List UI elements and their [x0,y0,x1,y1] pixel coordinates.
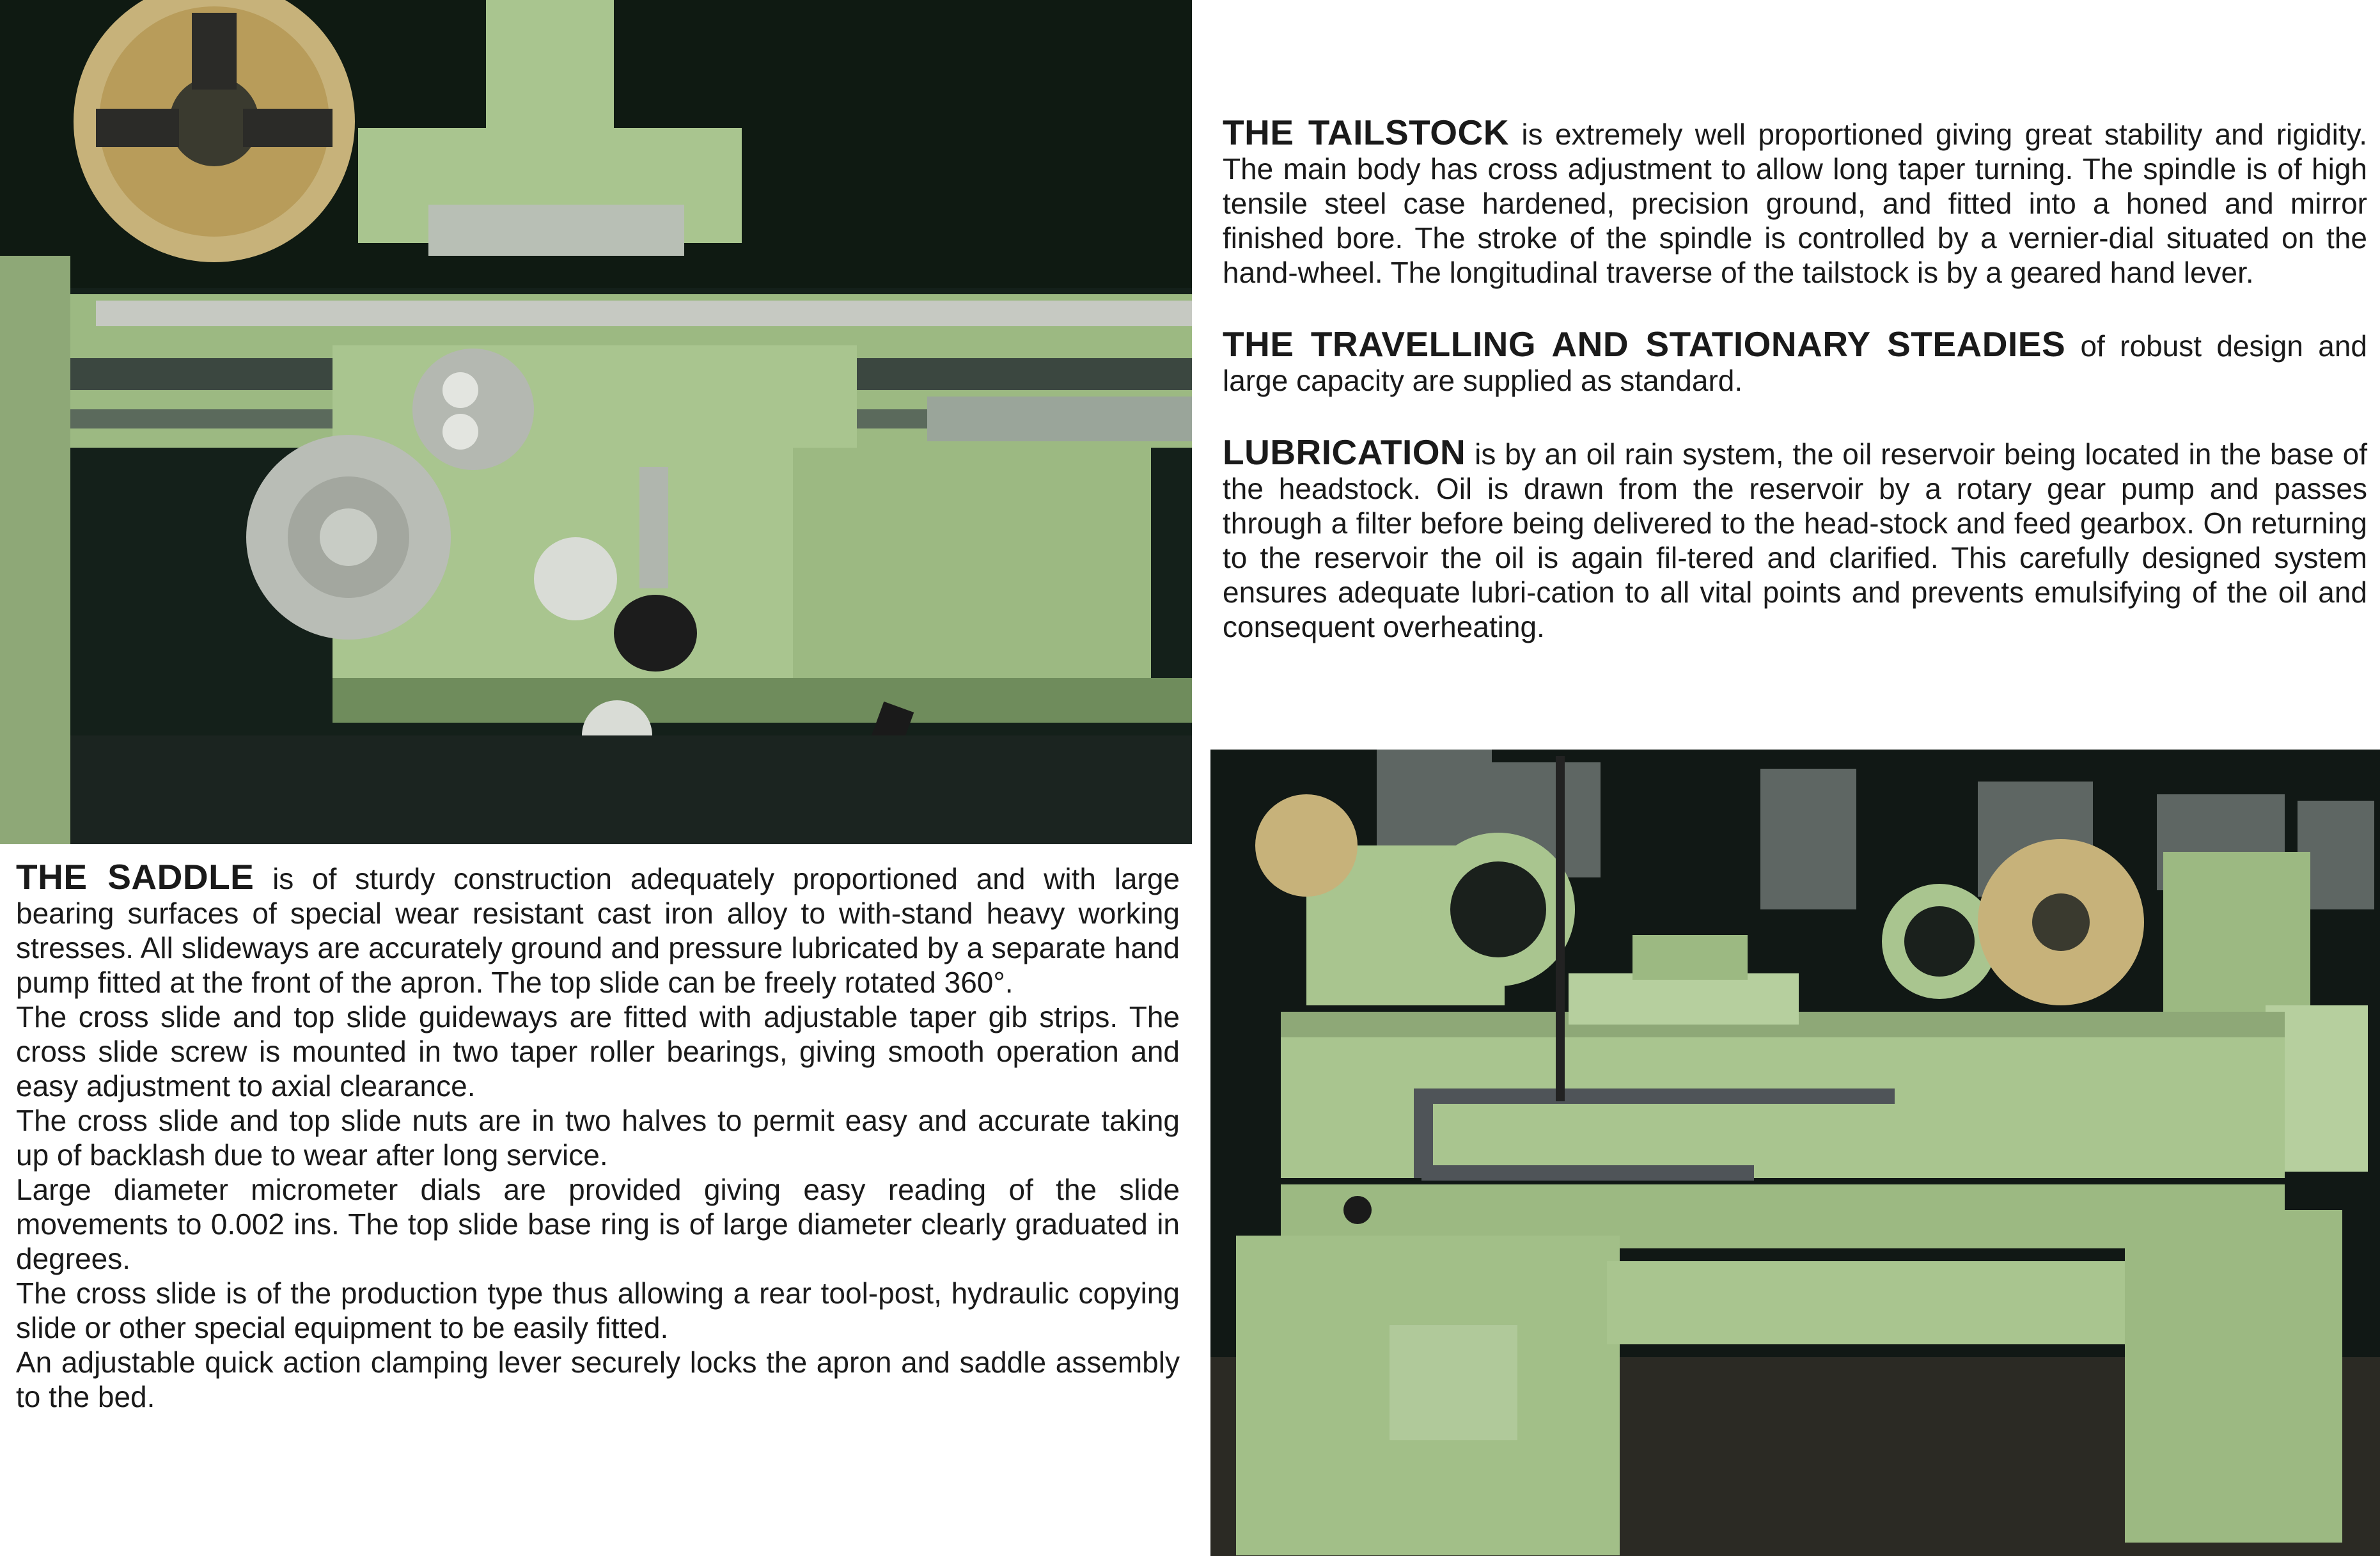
saddle-paragraph [16,857,1180,1000]
lubrication-body: is by an oil rain system, the oil reservoir being located in the base of the headstock. Oil is drawn from the reservoir by a rotary gear pump and passes through a filter before being delivered to the head-stock and feed gearbox. On returning to the reservoir the oil is again fil-tered and clarified. This carefully designed system ensures adequate lubri-cation to all vital points and prevents emulsifying of the oil and consequent overheating. [1223,437,2367,643]
saddle-paragraph-cross-slide: The cross slide is of the production type thus allowing a rear tool-post, hydraulic copying slide or other special equipment to be easily fitted. [16,1277,1180,1344]
saddle-paragraph-clamp: An adjustable quick action clamping lever securely locks the apron and saddle assembly to the bed. [16,1346,1180,1413]
saddle-photo [0,0,1192,844]
micrometer-dial-icon [412,349,534,470]
steadies-body: of robust design and large capacity are supplied as standard. [1223,329,2367,397]
saddle-paragraph-dials: Large diameter micrometer dials are provided giving easy reading of the slide movements to 0.002 ins. The top slide base ring is of large diameter clearly graduated in degrees. [16,1173,1180,1275]
lubrication-heading: LUBRICATION [1223,432,1466,472]
tailstock-heading: THE TAILSTOCK [1223,113,1509,152]
saddle-paragraph-gib: The cross slide and top slide guideways are fitted with adjustable taper gib strips. The cross slide screw is mounted in two taper roller bearings, giving smooth operation and easy adjustment to axial clearance. [16,1000,1180,1103]
saddle-body: is of sturdy construction adequately proportioned and with large bearing surfaces of special wear resistant cast iron alloy to with-stand heavy working stresses. All slideways are accurately ground and pressure lubricated by a separate hand pump fitted at the front of the apron. The top slide can be freely rotated 360°. [16,862,1180,999]
handwheel-icon [246,435,451,640]
steadies-heading: THE TRAVELLING AND STATIONARY STEADIES [1223,324,2066,364]
saddle-paragraph-nuts: The cross slide and top slide nuts are in two halves to permit easy and accurate taking up of backlash due to wear after long service. [16,1104,1180,1172]
saddle-text-column [16,857,1180,1414]
lathe-photo [1210,750,2380,1556]
saddle-heading: THE SADDLE [16,857,254,897]
tailstock-paragraph [1223,115,2367,290]
lubrication-paragraph [1223,432,2367,644]
tailstock-body: is extremely well proportioned giving great stability and rigidity. The main body has cross adjustment to allow long taper turning. The spindle is of high tensile steel case hardened, precision ground, and fitted into a honed and mirror finished bore. The stroke of the spindle is controlled by a vernier-dial situated on the hand-wheel. The longitudinal traverse of the tailstock is by a geared hand lever. [1223,118,2367,289]
chuck-icon [1978,839,2144,1005]
steadies-paragraph [1223,324,2367,398]
right-text-column [1223,115,2367,644]
